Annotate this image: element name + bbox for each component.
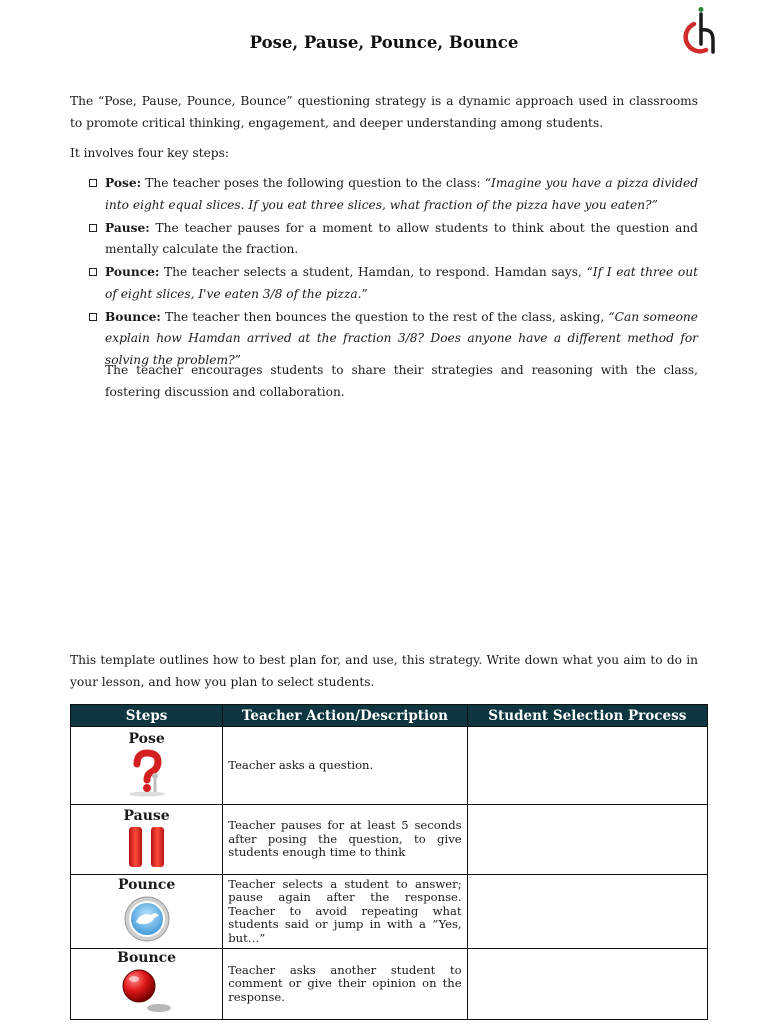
list-item-pose: Pose: The teacher poses the following question to the class: “Imagine you have a pizza divided into eight equal slices. If you eat three slices, what fraction of the pizza have you eaten?” — [88, 173, 698, 216]
checkbox-icon — [89, 268, 97, 276]
step-cell-pounce — [71, 875, 223, 949]
step-name: Bounce — [117, 950, 177, 966]
steps-intro: It involves four key steps: — [70, 146, 229, 160]
pause-icon — [71, 826, 222, 872]
checkbox-icon — [89, 313, 97, 321]
checkbox-icon — [89, 179, 97, 187]
teacher-action-cell: Teacher asks a question. — [223, 727, 467, 805]
step-cell-pose — [71, 727, 223, 805]
list-item-pause: Pause: The teacher pauses for a moment to allow students to think about the question and mentally calculate the fraction. — [88, 218, 698, 261]
student-selection-cell[interactable] — [467, 805, 707, 875]
step-name: Pounce — [117, 876, 176, 893]
teacher-action-cell: Teacher asks another student to comment or give their opinion on the response. — [223, 949, 467, 1020]
checkbox-icon — [89, 224, 97, 232]
table-header-row — [71, 705, 708, 727]
table-row — [71, 875, 708, 949]
template-note: This template outlines how to best plan for, and use, this strategy. Write down what you aim to do in your lesson, and how you plan to select students. — [70, 653, 698, 689]
pounce-button-icon — [71, 895, 222, 947]
student-selection-cell[interactable] — [467, 875, 707, 949]
question-mark-icon — [71, 749, 222, 801]
teacher-action-cell: Teacher pauses for at least 5 seconds after posing the question, to give students enough time to think — [223, 805, 467, 875]
table-row — [71, 805, 708, 875]
step-cell-pause — [71, 805, 223, 875]
bouncing-ball-icon — [71, 968, 222, 1018]
intro-paragraph: The “Pose, Pause, Pounce, Bounce” questioning strategy is a dynamic approach used in classrooms to promote critical thinking, engagement, and deeper understanding among students. — [70, 94, 698, 130]
step-name: Pose — [128, 730, 165, 747]
teacher-action-cell: Teacher selects a student to answer; pause again after the response. Teacher to avoid repeating what students said or jump in with a “Yes, but…” — [223, 875, 467, 949]
table-row — [71, 949, 708, 1020]
page-title: Pose, Pause, Pounce, Bounce — [249, 33, 519, 52]
table-row — [71, 727, 708, 805]
student-selection-cell[interactable] — [467, 727, 707, 805]
step-name: Pause — [123, 807, 170, 824]
list-item-bounce: Bounce: The teacher then bounces the question to the rest of the class, asking, “Can someone explain how Hamdan arrived at the fraction 3/8? Does anyone have a different method for solving the problem?” — [88, 307, 698, 372]
student-selection-cell[interactable] — [467, 949, 707, 1020]
steps-list — [88, 173, 698, 373]
closing-paragraph: The teacher encourages students to share their strategies and reasoning with the class, fostering discussion and collaboration. — [105, 363, 698, 399]
step-cell-bounce — [71, 949, 223, 1020]
list-item-pounce: Pounce: The teacher selects a student, Hamdan, to respond. Hamdan says, “If I eat three out of eight slices, I've eaten 3/8 of the pizza.” — [88, 262, 698, 305]
column-header-student-selection: Student Selection Process — [467, 705, 707, 727]
column-header-teacher-action: Teacher Action/Description — [223, 705, 467, 727]
planning-table — [70, 704, 708, 1020]
column-header-steps: Steps — [71, 705, 223, 727]
